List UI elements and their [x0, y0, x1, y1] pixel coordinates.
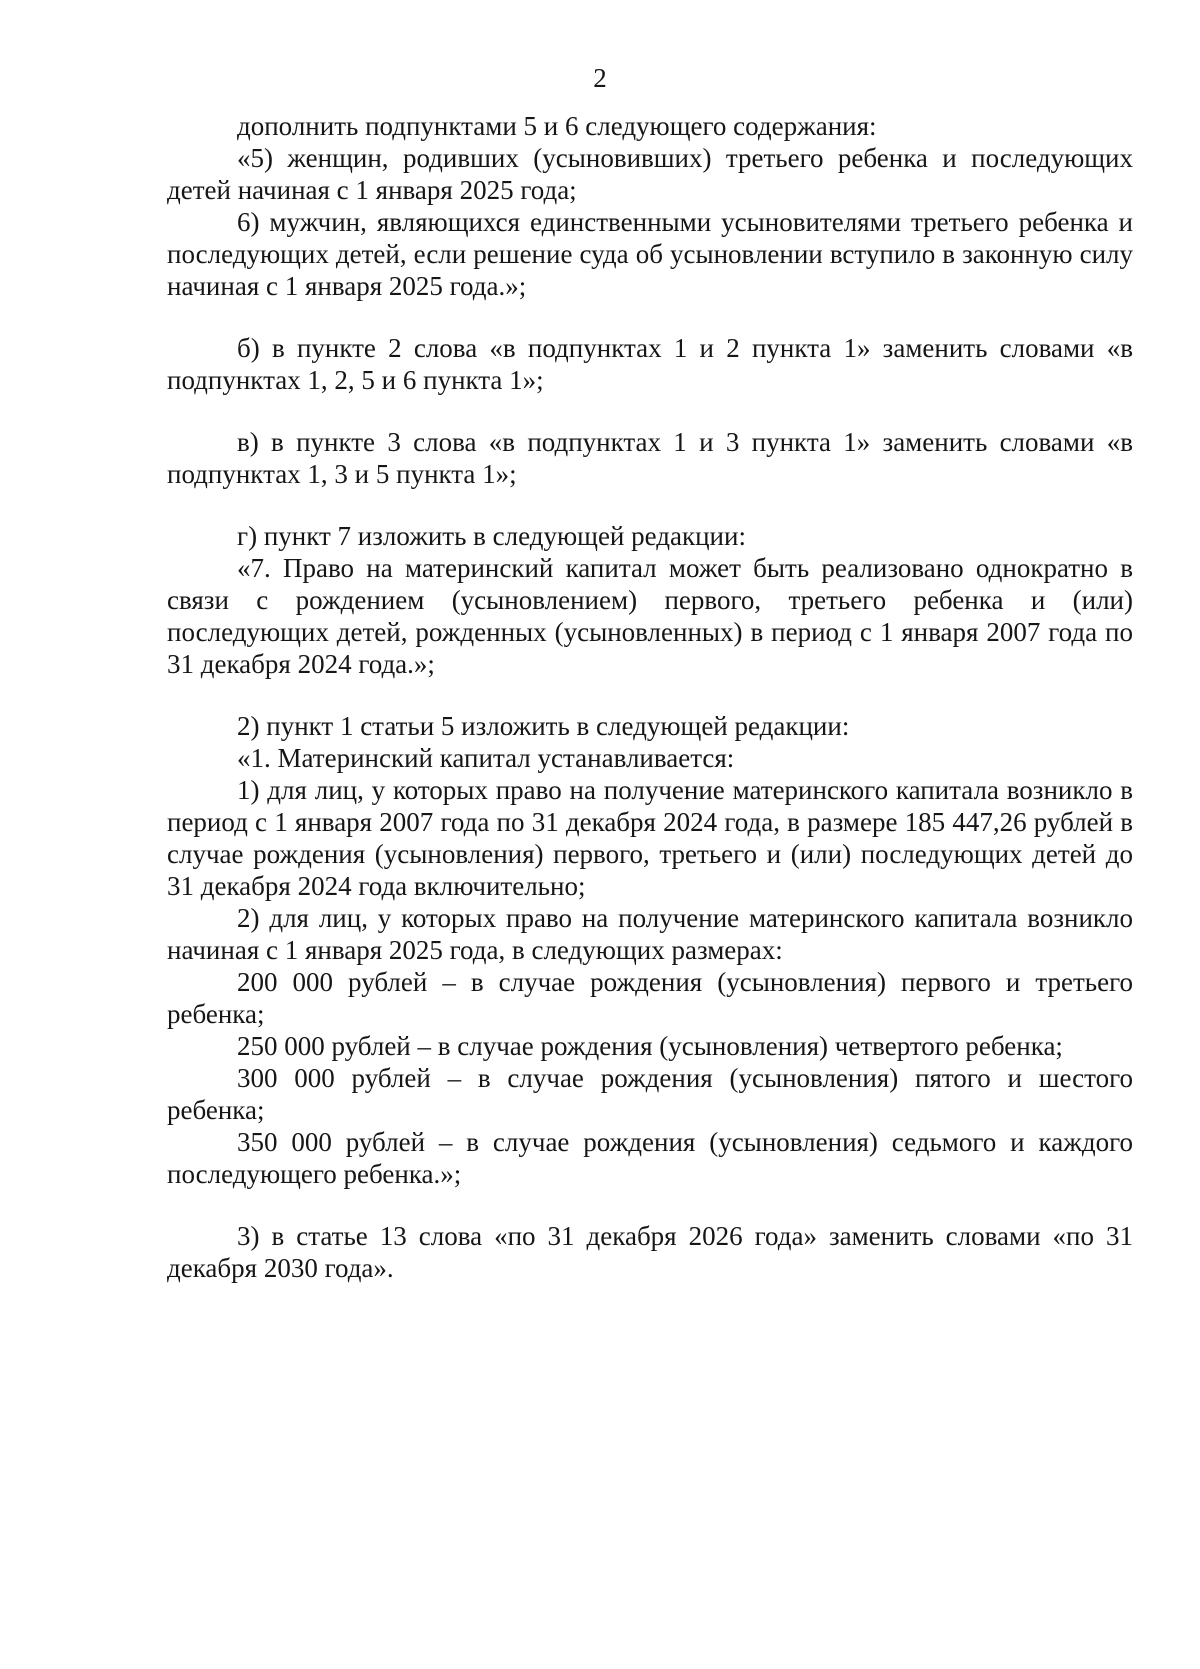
paragraph: 6) мужчин, являющихся единственными усыновителями третьего ребенка и последующих детей, если решение суда об усыновлении вступило в законную силу начиная с 1 января 2025 года.»; — [167, 207, 1133, 301]
paragraph: дополнить подпунктами 5 и 6 следующего содержания: — [237, 111, 877, 141]
paragraph: 1) для лиц, у которых право на получение материнского капитала возникло в период с 1 января 2007 года по 31 декабря 2024 года, в размере 185 447,26 рублей в случае рождения (усыновления) первого, третьего и (или) последующих детей до 31 декабря 2024 года включительно; — [167, 775, 1133, 901]
paragraph: 2) пункт 1 статьи 5 изложить в следующей редакции: — [237, 711, 850, 741]
paragraph: 2) для лиц, у которых право на получение материнского капитала возникло начиная с 1 января 2025 года, в следующих размерах: — [167, 903, 1133, 965]
paragraph: 3) в статье 13 слова «по 31 декабря 2026 года» заменить словами «по 31 декабря 2030 года». — [167, 1221, 1133, 1283]
paragraph: 250 000 рублей – в случае рождения (усыновления) четвертого ребенка; — [237, 1031, 1063, 1061]
paragraph: «5) женщин, родивших (усыновивших) третьего ребенка и последующих детей начиная с 1 января 2025 года; — [167, 143, 1133, 205]
document-body — [167, 110, 1133, 1284]
paragraph: 350 000 рублей – в случае рождения (усыновления) седьмого и каждого последующего ребенка.»; — [167, 1127, 1133, 1189]
paragraph: г) пункт 7 изложить в следующей редакции: — [237, 521, 746, 551]
paragraph: «7. Право на материнский капитал может быть реализовано однократно в связи с рождением (усыновлением) первого, третьего ребенка и (или) последующих детей, рожденных (усыновленных) в период с 1 января 2007 года по 31 декабря 2024 года.»; — [167, 553, 1133, 679]
paragraph: «1. Материнский капитал устанавливается: — [237, 743, 735, 773]
paragraph: в) в пункте 3 слова «в подпунктах 1 и 3 пункта 1» заменить словами «в подпунктах 1, 3 и 5 пункта 1»; — [167, 427, 1133, 489]
paragraph: б) в пункте 2 слова «в подпунктах 1 и 2 пункта 1» заменить словами «в подпунктах 1, 2, 5 и 6 пункта 1»; — [167, 333, 1133, 395]
page-number: 2 — [593, 63, 607, 93]
paragraph: 200 000 рублей – в случае рождения (усыновления) первого и третьего ребенка; — [167, 967, 1133, 1029]
paragraph: 300 000 рублей – в случае рождения (усыновления) пятого и шестого ребенка; — [167, 1063, 1133, 1125]
